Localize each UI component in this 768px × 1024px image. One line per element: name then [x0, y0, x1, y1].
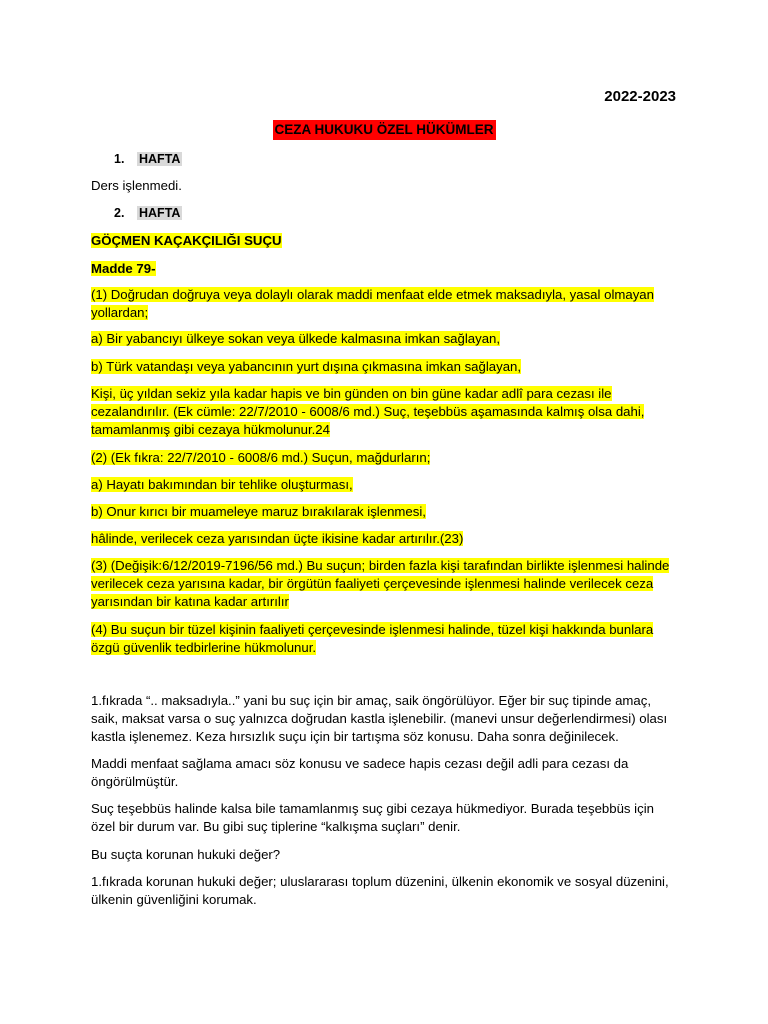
paragraph-2: (2) (Ek fıkra: 22/7/2010 - 6008/6 md.) Suçun, mağdurların;	[91, 450, 431, 465]
week-1-note: Ders işlenmedi.	[91, 178, 182, 193]
title-wrap	[0, 120, 768, 140]
commentary-1: 1.fıkrada “.. maksadıyla..” yani bu suç için bir amaç, saik öngörülüyor. Eğer bir suç tipinde amaç, saik, maksat varsa o suç yalnızca doğrudan kastla işlenebilir. (manevi unsur değerlendirmesi) olası kastla işlenemez. Keza hırsızlık suçu için bir tartışma söz konusu. Daha sonra değinilecek.	[91, 693, 668, 744]
paragraph-2b: b) Onur kırıcı bir muameleye maruz bırakılarak işlenmesi,	[91, 504, 426, 519]
commentary-question: Bu suçta korunan hukuki değer?	[91, 847, 281, 862]
paragraph-1a: a) Bir yabancıyı ülkeye sokan veya ülkede kalmasına imkan sağlayan,	[91, 331, 501, 346]
commentary-5: 1.fıkrada korunan hukuki değer; uluslararası toplum düzenini, ülkenin ekonomik ve sosyal düzenini, ülkenin güvenliğini korumak.	[91, 874, 669, 907]
paragraph-4: (4) Bu suçun bir tüzel kişinin faaliyeti çerçevesinde işlenmesi halinde, tüzel kişi hakkında bunlara özgü güvenlik tedbirlerine hükmolunur.	[91, 622, 654, 655]
week-2-label: HAFTA	[139, 206, 181, 220]
week-2-number: 2.	[114, 206, 125, 220]
week-1-heading	[114, 150, 182, 168]
week-1-label: HAFTA	[139, 152, 181, 166]
commentary-2: Maddi menfaat sağlama amacı söz konusu ve sadece hapis cezası değil adli para cezası da öngörülmüştür.	[91, 756, 629, 789]
week-2-heading	[114, 204, 182, 222]
paragraph-3: (3) (Değişik:6/12/2019-7196/56 md.) Bu suçun; birden fazla kişi tarafından birlikte işlenmesi halinde verilecek ceza yarısına kadar, bir örgütün faaliyeti çerçevesinde işlenmesi halinde verilecek ceza yarısından bir katına kadar artırılır	[91, 558, 670, 609]
paragraph-penalty: Kişi, üç yıldan sekiz yıla kadar hapis ve bin günden on bin güne kadar adlî para cezası ile cezalandırılır. (Ek cümle: 22/7/2010 - 6008/6 md.) Suç, teşebbüs aşamasında kalmış olsa dahi, tamamlanmış gibi cezaya hükmolunur.24	[91, 386, 645, 437]
article-number: Madde 79-	[91, 261, 156, 276]
commentary-3: Suç teşebbüs halinde kalsa bile tamamlanmış suç gibi cezaya hükmediyor. Burada teşebbüs için özel bir durum var. Bu gibi suç tiplerine “kalkışma suçları” denir.	[91, 801, 654, 834]
paragraph-2-result: hâlinde, verilecek ceza yarısından üçte ikisine kadar artırılır.(23)	[91, 531, 464, 546]
week-1-number: 1.	[114, 152, 125, 166]
paragraph-1b: b) Türk vatandaşı veya yabancının yurt dışına çıkmasına imkan sağlayan,	[91, 359, 522, 374]
section-heading: GÖÇMEN KAÇAKÇILIĞI SUÇU	[91, 233, 282, 248]
paragraph-1: (1) Doğrudan doğruya veya dolaylı olarak maddi menfaat elde etmek maksadıyla, yasal olmayan yollardan;	[91, 287, 654, 320]
paragraph-2a: a) Hayatı bakımından bir tehlike oluşturması,	[91, 477, 353, 492]
document-title: CEZA HUKUKU ÖZEL HÜKÜMLER	[273, 120, 496, 140]
academic-year: 2022-2023	[604, 88, 676, 105]
